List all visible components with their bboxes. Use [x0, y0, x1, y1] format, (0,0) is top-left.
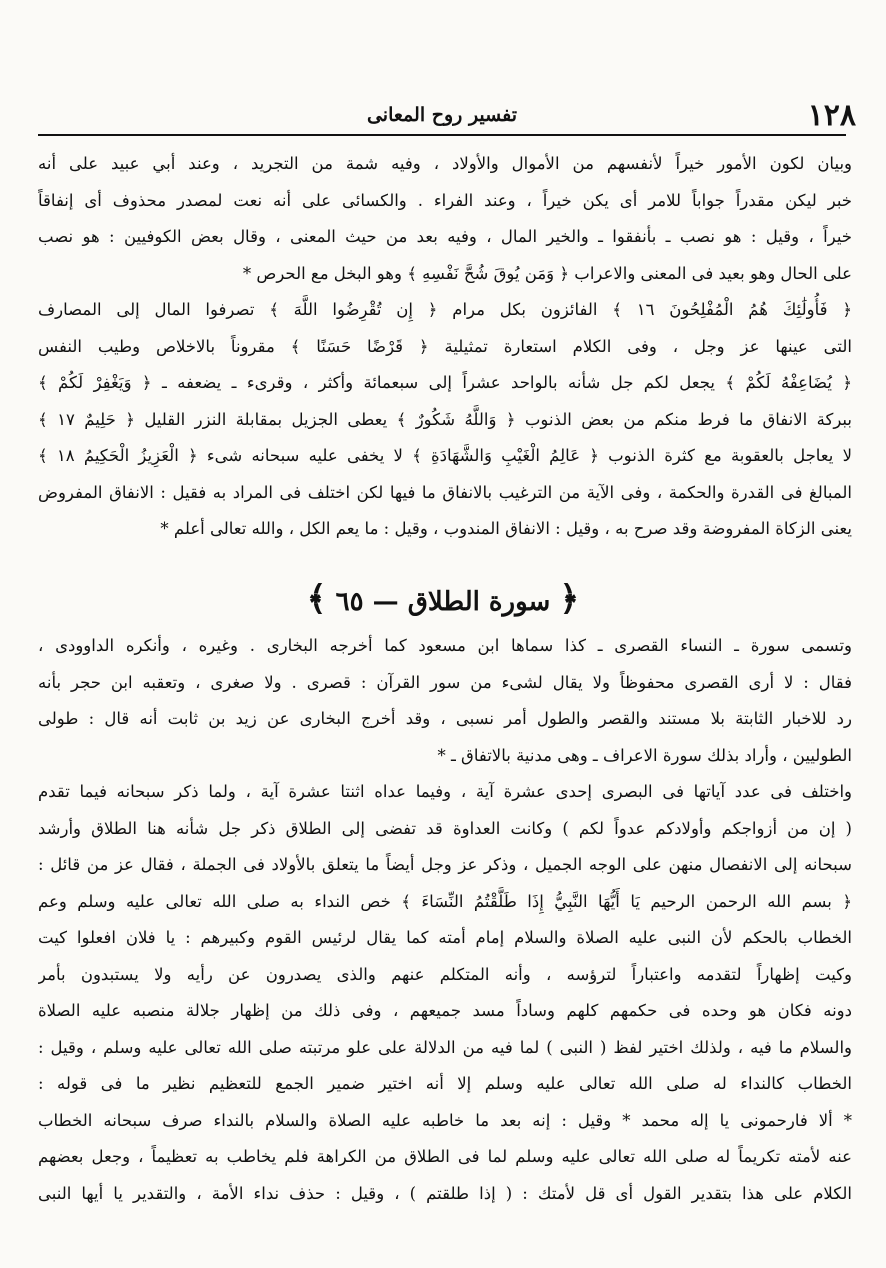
text-line: والسلام ما فيه ، ولذلك اختير لفظ ( النبى ) لما فيه من الدلالة على علو مرتبته صلى الله تعالى عليه وسلم ، وقيل :	[38, 1037, 852, 1057]
text-line: خبر ليكن مقدراً جواباً للامر أى يكن خيراً ، وعند الفراء . والكسائى على أنه نعت لمصدر محذوف أى إنفاقاً	[38, 190, 852, 210]
text-line: سبحانه إلى الانفصال منهن على الوجه الجميل ، وذكر عز وجل أيضاً ما يتعلق بالأولاد فى الجملة ، فقال عز من قائل :	[38, 855, 852, 874]
text-line: عنه لأمته تكريماً له صلى الله تعالى عليه وسلم لما فى الطلاق من الكراهة فلم يخاطب به تعظيماً ، وجعل بعضهم	[38, 1147, 852, 1166]
text-line: الكلام على هذا بتقدير القول أى قل لأمتك : ( إذا طلقتم ) ، وقيل : حذف نداء الأمة ، والتقدير يا أيها النبى	[38, 1183, 852, 1203]
text-line: ببركة الانفاق ما فرط منكم من بعض الذنوب ﴿ وَاللَّهُ شَكُورٌ ﴾ يعطى الجزيل بمقابلة النزر القليل ﴿ حَلِيمٌ ١٧ ﴾	[38, 409, 852, 429]
text-line: الطوليين ، وأراد بذلك سورة الاعراف ـ وهى مدنية بالاتفاق ـ *	[437, 745, 852, 765]
text-line: فقال : لا أرى القصرى محفوظاً ولا يقال لشىء من سور القرآن : قصرى . ولا صغرى ، وتعقبه ابن حجر بأنه	[38, 672, 852, 692]
text-line: وكيت إظهاراً لتقدمه واعتباراً لترؤسه ، وأنه المتكلم عنهم والذى يصدرون عن رأيه ولا يستبدون بأمر	[38, 964, 852, 984]
text-line: دونه فكان هو وحده فى حكمهم كلهم وساداً مسد جميعهم ، وفى ذلك من إظهار جلالة منصبه عليه الصلاة	[38, 1001, 852, 1020]
page-header	[28, 98, 856, 133]
surah-title: سورة الطلاق	[407, 587, 551, 617]
text-line: ﴿ بسم الله الرحمن الرحيم يَا أَيُّهَا النَّبِيُّ إِذَا طَلَّقْتُمُ النِّسَاءَ ﴾ خص النداء به صلى الله تعالى عليه وسلم وعم	[38, 891, 852, 911]
text-line: وبيان لكون الأمور خيراً لأنفسهم من الأموال والأولاد ، وفيه شمة من التجريد ، وعند أبي عبيد على أنه	[38, 154, 852, 173]
running-title: تفسير روح المعانى	[366, 104, 518, 126]
text-line: خيراً ، وقيل : هو نصب ـ بأنفقوا ـ والخير المال ، وفيه بعد من حيث المعنى ، وقال بعض الكوفيين : هو نصب	[38, 227, 852, 246]
text-line: * ألا فارحمونى يا إله محمد * وقيل : إنه بعد ما خاطبه عليه الصلاة والسلام بالنداء صرف سبحانه الخطاب	[38, 1110, 852, 1130]
ornate-bracket-left: ﴾	[306, 579, 327, 619]
text-line: التى عينها عز وجل ، وفى الكلام استعارة تمثيلية ﴿ قَرْضًا حَسَنًا ﴾ مقروناً بالاخلاص وطيب النفس	[38, 336, 852, 356]
header-rule	[38, 134, 846, 136]
text-line: وتسمى سورة ـ النساء القصرى ـ كذا سماها ابن مسعود كما أخرجه البخارى . وغيره ، وأنكره الداوودى ،	[38, 636, 852, 655]
commentary-block-2	[38, 628, 852, 1212]
text-line: الخطاب كالنداء له صلى الله تعالى عليه وسلم إلا أنه اختير ضمير الجمع للتعظيم نظير ما فى قوله :	[38, 1074, 852, 1093]
text-line: ﴿ يُضَاعِفْهُ لَكُمْ ﴾ يجعل لكم جل شأنه بالواحد عشراً إلى سبعمائة وأكثر ، وقرىء ـ يضعفه ـ ﴿ وَيَغْفِرْ لَكُمْ ﴾	[38, 373, 852, 392]
text-line: ﴿ فَأُولَٰئِكَ هُمُ الْمُفْلِحُونَ ١٦ ﴾ الفائزون بكل مرام ﴿ إِن تُقْرِضُوا اللَّهَ ﴾ تصرفوا المال إلى المصارف	[38, 300, 852, 319]
surah-heading	[0, 574, 886, 627]
commentary-block-1	[38, 146, 852, 548]
text-line: الخطاب بالحكم لأن النبى عليه الصلاة والسلام إمام أمته كما يقال لرئيس القوم وكبيرهم : يا فلان افعلوا كيت	[38, 928, 852, 947]
ornate-bracket-right: ﴿	[559, 579, 580, 619]
text-line: ( إن من أزواجكم وأولادكم عدواً لكم ) وكانت العداوة قد تفضى إلى الطلاق ذكر جل شأنه هنا الطلاق وأرشد	[38, 818, 852, 838]
text-line: على الحال وهو بعيد فى المعنى والاعراب ﴿ وَمَن يُوقَ شُحَّ نَفْسِهِ ﴾ وهو البخل مع الحرص *	[242, 263, 852, 283]
text-line: لا يعاجل بالعقوبة مع كثرة الذنوب ﴿ عَالِمُ الْغَيْبِ وَالشَّهَادَةِ ﴾ لا يخفى عليه سبحانه شىء ﴿ الْعَزِيزُ الْحَكِيمُ ١٨ ﴾	[38, 446, 852, 465]
text-line: المبالغ فى القدرة والحكمة ، وفى الآية من الترغيب بالانفاق ما فيها لكن اختلف فى المراد به فقيل : الانفاق المفروض	[38, 482, 852, 502]
page-number: ١٢٨	[807, 98, 856, 133]
surah-dash: —	[372, 587, 399, 617]
text-line: يعنى الزكاة المفروضة وقد صرح به ، وقيل : الانفاق المندوب ، وقيل : ما يعم الكل ، والله تعالى أعلم *	[160, 519, 852, 538]
text-line: رد للاخبار الثابتة بلا مستند والقصر والطول أمر نسبى ، وقد أخرج البخارى عن زيد بن ثابت أنه قال : طولى	[38, 709, 852, 728]
text-line: واختلف فى عدد آياتها فى البصرى إحدى عشرة آية ، وفيما عداه اثنتا عشرة آية ، ولما ذكر سبحانه فيما تقدم	[38, 782, 852, 801]
surah-number: ٦٥	[335, 587, 364, 617]
